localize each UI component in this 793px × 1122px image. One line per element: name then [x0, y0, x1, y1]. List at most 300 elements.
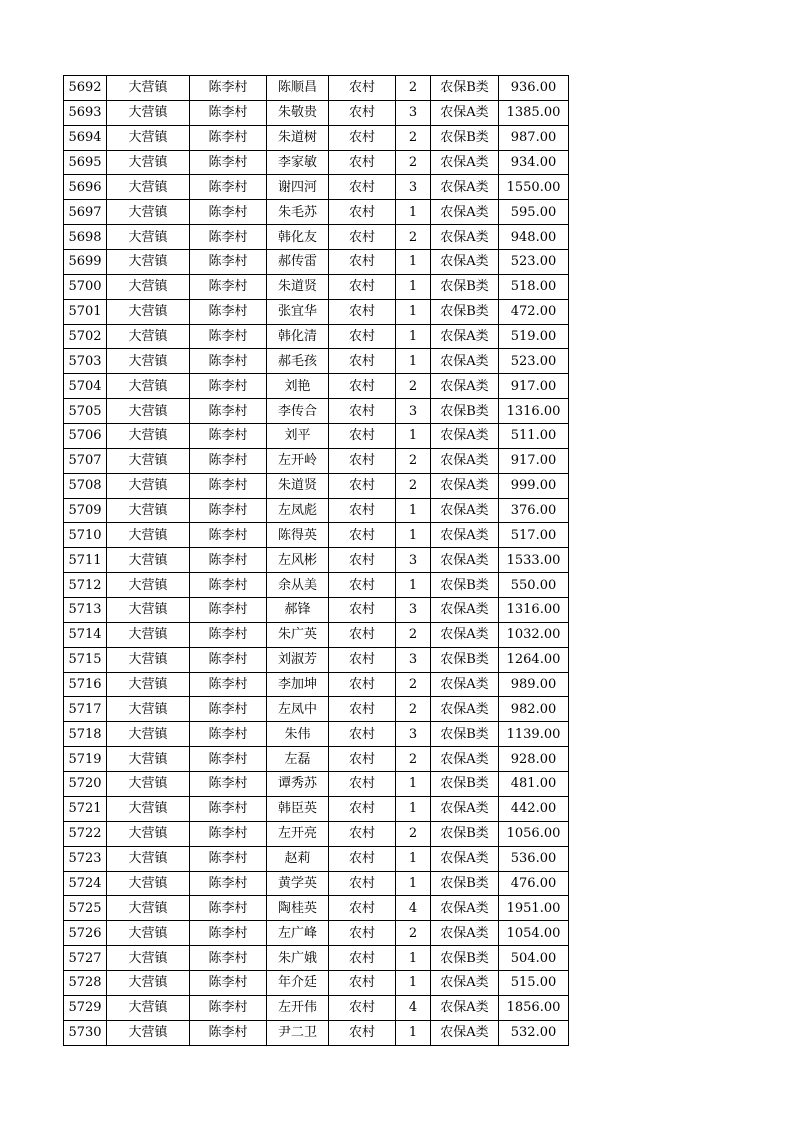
table-cell-id: 5728: [64, 970, 107, 995]
table-cell-amount: 1316.00: [499, 399, 569, 424]
table-cell-village: 陈李村: [190, 100, 267, 125]
table-cell-count: 3: [396, 100, 431, 125]
table-row: [64, 473, 569, 498]
table-row: [64, 995, 569, 1020]
table-cell-town: 大营镇: [107, 125, 190, 150]
table-cell-count: 1: [396, 1020, 431, 1045]
table-cell-count: 3: [396, 598, 431, 623]
table-cell-amount: 1264.00: [499, 647, 569, 672]
table-cell-count: 1: [396, 573, 431, 598]
table-cell-category: 农保B类: [431, 76, 499, 101]
table-cell-category: 农保A类: [431, 896, 499, 921]
table-cell-village: 陈李村: [190, 871, 267, 896]
table-cell-area_type: 农村: [329, 225, 396, 250]
table-cell-village: 陈李村: [190, 672, 267, 697]
table-cell-area_type: 农村: [329, 100, 396, 125]
table-cell-amount: 917.00: [499, 374, 569, 399]
table-cell-count: 1: [396, 871, 431, 896]
table-cell-name: 左磊: [267, 747, 329, 772]
table-cell-category: 农保A类: [431, 448, 499, 473]
table-cell-amount: 1951.00: [499, 896, 569, 921]
table-cell-id: 5717: [64, 697, 107, 722]
table-cell-village: 陈李村: [190, 523, 267, 548]
table-cell-amount: 1316.00: [499, 598, 569, 623]
table-cell-town: 大营镇: [107, 946, 190, 971]
table-cell-count: 2: [396, 672, 431, 697]
table-cell-amount: 532.00: [499, 1020, 569, 1045]
table-cell-village: 陈李村: [190, 697, 267, 722]
table-cell-town: 大营镇: [107, 175, 190, 200]
table-cell-count: 1: [396, 324, 431, 349]
table-cell-count: 1: [396, 796, 431, 821]
table-cell-area_type: 农村: [329, 896, 396, 921]
table-cell-amount: 595.00: [499, 200, 569, 225]
table-cell-village: 陈李村: [190, 399, 267, 424]
table-cell-id: 5727: [64, 946, 107, 971]
table-cell-id: 5711: [64, 548, 107, 573]
table-cell-town: 大营镇: [107, 722, 190, 747]
table-cell-town: 大营镇: [107, 498, 190, 523]
table-cell-count: 1: [396, 349, 431, 374]
table-cell-village: 陈李村: [190, 274, 267, 299]
table-cell-count: 1: [396, 772, 431, 797]
table-cell-id: 5692: [64, 76, 107, 101]
table-cell-town: 大营镇: [107, 150, 190, 175]
table-cell-area_type: 农村: [329, 324, 396, 349]
table-cell-id: 5707: [64, 448, 107, 473]
table-cell-area_type: 农村: [329, 299, 396, 324]
table-cell-area_type: 农村: [329, 846, 396, 871]
table-cell-id: 5726: [64, 921, 107, 946]
table-cell-id: 5701: [64, 299, 107, 324]
table-cell-id: 5699: [64, 250, 107, 275]
table-cell-amount: 442.00: [499, 796, 569, 821]
table-row: [64, 548, 569, 573]
table-cell-id: 5724: [64, 871, 107, 896]
table-cell-id: 5721: [64, 796, 107, 821]
table-cell-area_type: 农村: [329, 76, 396, 101]
table-cell-area_type: 农村: [329, 175, 396, 200]
table-cell-category: 农保B类: [431, 399, 499, 424]
table-cell-name: 张宜华: [267, 299, 329, 324]
table-cell-count: 2: [396, 473, 431, 498]
table-row: [64, 200, 569, 225]
table-cell-count: 1: [396, 274, 431, 299]
table-cell-count: 3: [396, 175, 431, 200]
table-cell-area_type: 农村: [329, 1020, 396, 1045]
table-cell-area_type: 农村: [329, 598, 396, 623]
table-cell-category: 农保A类: [431, 473, 499, 498]
table-row: [64, 100, 569, 125]
table-cell-area_type: 农村: [329, 523, 396, 548]
table-cell-count: 2: [396, 125, 431, 150]
table-cell-area_type: 农村: [329, 747, 396, 772]
table-cell-area_type: 农村: [329, 349, 396, 374]
table-cell-name: 陶桂英: [267, 896, 329, 921]
table-cell-area_type: 农村: [329, 647, 396, 672]
table-row: [64, 921, 569, 946]
table-row: [64, 970, 569, 995]
table-cell-count: 3: [396, 548, 431, 573]
table-cell-category: 农保A类: [431, 150, 499, 175]
table-cell-area_type: 农村: [329, 995, 396, 1020]
table-row: [64, 747, 569, 772]
table-cell-amount: 518.00: [499, 274, 569, 299]
table-cell-amount: 982.00: [499, 697, 569, 722]
table-cell-area_type: 农村: [329, 274, 396, 299]
table-cell-amount: 1054.00: [499, 921, 569, 946]
table-cell-category: 农保A类: [431, 548, 499, 573]
table-cell-category: 农保A类: [431, 747, 499, 772]
table-row: [64, 672, 569, 697]
table-cell-category: 农保A类: [431, 523, 499, 548]
table-cell-category: 农保B类: [431, 722, 499, 747]
table-cell-village: 陈李村: [190, 722, 267, 747]
benefits-table: [63, 75, 569, 1046]
table-cell-village: 陈李村: [190, 225, 267, 250]
table-cell-count: 2: [396, 374, 431, 399]
table-cell-amount: 948.00: [499, 225, 569, 250]
table-cell-village: 陈李村: [190, 424, 267, 449]
table-cell-id: 5718: [64, 722, 107, 747]
table-cell-town: 大营镇: [107, 100, 190, 125]
table-cell-town: 大营镇: [107, 647, 190, 672]
table-row: [64, 374, 569, 399]
table-cell-category: 农保B类: [431, 871, 499, 896]
table-cell-name: 郝锋: [267, 598, 329, 623]
table-cell-area_type: 农村: [329, 672, 396, 697]
table-cell-amount: 481.00: [499, 772, 569, 797]
table-cell-town: 大营镇: [107, 846, 190, 871]
table-cell-town: 大营镇: [107, 225, 190, 250]
table-cell-area_type: 农村: [329, 200, 396, 225]
table-row: [64, 349, 569, 374]
table-cell-town: 大营镇: [107, 796, 190, 821]
table-cell-town: 大营镇: [107, 250, 190, 275]
table-row: [64, 76, 569, 101]
table-cell-name: 朱毛苏: [267, 200, 329, 225]
table-row: [64, 424, 569, 449]
table-cell-village: 陈李村: [190, 772, 267, 797]
table-cell-count: 3: [396, 722, 431, 747]
table-row: [64, 175, 569, 200]
table-cell-name: 韩臣英: [267, 796, 329, 821]
table-cell-count: 4: [396, 995, 431, 1020]
table-cell-area_type: 农村: [329, 722, 396, 747]
table-cell-amount: 472.00: [499, 299, 569, 324]
table-cell-town: 大营镇: [107, 448, 190, 473]
table-cell-category: 农保A类: [431, 970, 499, 995]
table-cell-town: 大营镇: [107, 299, 190, 324]
table-cell-village: 陈李村: [190, 125, 267, 150]
table-cell-count: 2: [396, 150, 431, 175]
table-cell-count: 2: [396, 448, 431, 473]
table-cell-category: 农保B类: [431, 299, 499, 324]
table-cell-id: 5702: [64, 324, 107, 349]
table-cell-village: 陈李村: [190, 896, 267, 921]
table-cell-category: 农保B类: [431, 573, 499, 598]
table-cell-category: 农保A类: [431, 424, 499, 449]
table-cell-id: 5719: [64, 747, 107, 772]
table-cell-category: 农保B类: [431, 274, 499, 299]
table-cell-count: 1: [396, 200, 431, 225]
table-cell-town: 大营镇: [107, 548, 190, 573]
table-cell-category: 农保A类: [431, 995, 499, 1020]
table-cell-village: 陈李村: [190, 498, 267, 523]
table-cell-area_type: 农村: [329, 374, 396, 399]
table-row: [64, 498, 569, 523]
table-cell-category: 农保B类: [431, 946, 499, 971]
table-cell-amount: 476.00: [499, 871, 569, 896]
table-cell-category: 农保A类: [431, 796, 499, 821]
table-cell-area_type: 农村: [329, 622, 396, 647]
table-cell-area_type: 农村: [329, 970, 396, 995]
table-cell-village: 陈李村: [190, 946, 267, 971]
table-cell-village: 陈李村: [190, 150, 267, 175]
table-cell-amount: 1550.00: [499, 175, 569, 200]
table-cell-count: 2: [396, 821, 431, 846]
table-cell-town: 大营镇: [107, 672, 190, 697]
table-cell-amount: 1032.00: [499, 622, 569, 647]
table-row: [64, 622, 569, 647]
table-cell-town: 大营镇: [107, 324, 190, 349]
table-cell-count: 1: [396, 299, 431, 324]
table-cell-category: 农保A类: [431, 250, 499, 275]
table-cell-village: 陈李村: [190, 1020, 267, 1045]
table-cell-id: 5696: [64, 175, 107, 200]
table-cell-village: 陈李村: [190, 349, 267, 374]
table-cell-name: 朱敬贵: [267, 100, 329, 125]
table-cell-count: 2: [396, 622, 431, 647]
table-row: [64, 598, 569, 623]
table-cell-village: 陈李村: [190, 175, 267, 200]
table-cell-area_type: 农村: [329, 871, 396, 896]
table-cell-id: 5709: [64, 498, 107, 523]
table-row: [64, 796, 569, 821]
table-cell-id: 5697: [64, 200, 107, 225]
table-cell-count: 1: [396, 424, 431, 449]
table-cell-name: 左广峰: [267, 921, 329, 946]
table-cell-village: 陈李村: [190, 573, 267, 598]
table-cell-village: 陈李村: [190, 622, 267, 647]
table-cell-category: 农保A类: [431, 374, 499, 399]
table-cell-count: 2: [396, 921, 431, 946]
table-cell-village: 陈李村: [190, 995, 267, 1020]
table-cell-town: 大营镇: [107, 374, 190, 399]
table-row: [64, 125, 569, 150]
table-cell-area_type: 农村: [329, 250, 396, 275]
table-row: [64, 324, 569, 349]
table-cell-name: 谭秀苏: [267, 772, 329, 797]
table-cell-area_type: 农村: [329, 946, 396, 971]
table-cell-amount: 989.00: [499, 672, 569, 697]
table-cell-category: 农保B类: [431, 647, 499, 672]
table-cell-amount: 511.00: [499, 424, 569, 449]
table-cell-village: 陈李村: [190, 250, 267, 275]
table-cell-category: 农保B类: [431, 821, 499, 846]
table-cell-id: 5729: [64, 995, 107, 1020]
table-row: [64, 150, 569, 175]
table-row: [64, 1020, 569, 1045]
table-cell-area_type: 农村: [329, 921, 396, 946]
table-cell-area_type: 农村: [329, 125, 396, 150]
table-cell-category: 农保B类: [431, 772, 499, 797]
table-cell-amount: 523.00: [499, 349, 569, 374]
table-cell-amount: 376.00: [499, 498, 569, 523]
table-cell-name: 李传合: [267, 399, 329, 424]
table-row: [64, 225, 569, 250]
table-cell-category: 农保A类: [431, 697, 499, 722]
table-cell-village: 陈李村: [190, 821, 267, 846]
table-cell-count: 4: [396, 896, 431, 921]
table-cell-name: 陈顺昌: [267, 76, 329, 101]
table-cell-id: 5712: [64, 573, 107, 598]
table-cell-town: 大营镇: [107, 473, 190, 498]
table-row: [64, 399, 569, 424]
table-cell-town: 大营镇: [107, 424, 190, 449]
table-cell-town: 大营镇: [107, 871, 190, 896]
table-cell-village: 陈李村: [190, 921, 267, 946]
table-cell-id: 5703: [64, 349, 107, 374]
table-cell-id: 5708: [64, 473, 107, 498]
table-cell-amount: 917.00: [499, 448, 569, 473]
table-cell-category: 农保A类: [431, 846, 499, 871]
table-cell-count: 3: [396, 647, 431, 672]
table-cell-id: 5710: [64, 523, 107, 548]
table-row: [64, 722, 569, 747]
table-cell-village: 陈李村: [190, 374, 267, 399]
table-row: [64, 523, 569, 548]
table-cell-name: 朱道树: [267, 125, 329, 150]
table-cell-name: 朱道贤: [267, 473, 329, 498]
table-cell-count: 3: [396, 399, 431, 424]
table-cell-name: 陈得英: [267, 523, 329, 548]
table-cell-category: 农保A类: [431, 921, 499, 946]
table-row: [64, 772, 569, 797]
table-row: [64, 846, 569, 871]
table-cell-category: 农保A类: [431, 498, 499, 523]
table-cell-amount: 504.00: [499, 946, 569, 971]
table-cell-name: 朱广娥: [267, 946, 329, 971]
table-cell-id: 5716: [64, 672, 107, 697]
table-cell-count: 1: [396, 970, 431, 995]
table-cell-count: 2: [396, 225, 431, 250]
table-cell-id: 5694: [64, 125, 107, 150]
table-cell-amount: 536.00: [499, 846, 569, 871]
table-cell-category: 农保A类: [431, 598, 499, 623]
table-body: [64, 76, 569, 1046]
table-row: [64, 697, 569, 722]
table-cell-village: 陈李村: [190, 324, 267, 349]
table-cell-count: 1: [396, 523, 431, 548]
table-cell-id: 5695: [64, 150, 107, 175]
table-cell-town: 大营镇: [107, 896, 190, 921]
table-cell-amount: 515.00: [499, 970, 569, 995]
table-cell-name: 左凤彪: [267, 498, 329, 523]
table-cell-town: 大营镇: [107, 200, 190, 225]
table-cell-category: 农保A类: [431, 349, 499, 374]
table-cell-category: 农保A类: [431, 175, 499, 200]
table-cell-name: 朱道贤: [267, 274, 329, 299]
table-cell-town: 大营镇: [107, 622, 190, 647]
table-cell-town: 大营镇: [107, 697, 190, 722]
table-cell-area_type: 农村: [329, 424, 396, 449]
table-cell-amount: 517.00: [499, 523, 569, 548]
table-cell-area_type: 农村: [329, 697, 396, 722]
table-cell-town: 大营镇: [107, 573, 190, 598]
table-cell-town: 大营镇: [107, 76, 190, 101]
table-cell-id: 5713: [64, 598, 107, 623]
table-cell-town: 大营镇: [107, 1020, 190, 1045]
table-cell-name: 李家敏: [267, 150, 329, 175]
table-cell-category: 农保A类: [431, 200, 499, 225]
table-cell-id: 5723: [64, 846, 107, 871]
table-cell-town: 大营镇: [107, 921, 190, 946]
table-cell-name: 左风彬: [267, 548, 329, 573]
table-cell-name: 刘艳: [267, 374, 329, 399]
table-cell-area_type: 农村: [329, 573, 396, 598]
table-cell-amount: 928.00: [499, 747, 569, 772]
table-cell-amount: 523.00: [499, 250, 569, 275]
table-row: [64, 871, 569, 896]
table-row: [64, 448, 569, 473]
table-cell-area_type: 农村: [329, 498, 396, 523]
table-row: [64, 946, 569, 971]
table-cell-id: 5704: [64, 374, 107, 399]
table-cell-id: 5705: [64, 399, 107, 424]
table-cell-town: 大营镇: [107, 772, 190, 797]
table-cell-area_type: 农村: [329, 473, 396, 498]
table-cell-amount: 550.00: [499, 573, 569, 598]
table-cell-amount: 934.00: [499, 150, 569, 175]
table-cell-name: 谢四河: [267, 175, 329, 200]
table-cell-amount: 1056.00: [499, 821, 569, 846]
table-cell-count: 2: [396, 747, 431, 772]
table-cell-category: 农保A类: [431, 672, 499, 697]
table-cell-id: 5730: [64, 1020, 107, 1045]
table-row: [64, 896, 569, 921]
table-cell-name: 李加坤: [267, 672, 329, 697]
table-cell-village: 陈李村: [190, 448, 267, 473]
table-cell-town: 大营镇: [107, 523, 190, 548]
table-cell-id: 5715: [64, 647, 107, 672]
table-cell-amount: 1856.00: [499, 995, 569, 1020]
table-cell-town: 大营镇: [107, 349, 190, 374]
table-cell-village: 陈李村: [190, 200, 267, 225]
table-cell-amount: 1385.00: [499, 100, 569, 125]
table-cell-town: 大营镇: [107, 747, 190, 772]
table-cell-village: 陈李村: [190, 76, 267, 101]
table-cell-area_type: 农村: [329, 772, 396, 797]
table-cell-town: 大营镇: [107, 274, 190, 299]
table-cell-category: 农保A类: [431, 100, 499, 125]
table-cell-amount: 936.00: [499, 76, 569, 101]
table-cell-name: 郝毛孩: [267, 349, 329, 374]
table-cell-id: 5720: [64, 772, 107, 797]
table-row: [64, 274, 569, 299]
table-cell-name: 朱伟: [267, 722, 329, 747]
table-cell-amount: 1139.00: [499, 722, 569, 747]
table-cell-name: 年介廷: [267, 970, 329, 995]
table-cell-area_type: 农村: [329, 796, 396, 821]
table-cell-name: 尹二卫: [267, 1020, 329, 1045]
table-cell-count: 1: [396, 250, 431, 275]
table-cell-name: 余从美: [267, 573, 329, 598]
table-cell-category: 农保B类: [431, 125, 499, 150]
table-cell-town: 大营镇: [107, 399, 190, 424]
table-cell-village: 陈李村: [190, 647, 267, 672]
table-cell-id: 5693: [64, 100, 107, 125]
